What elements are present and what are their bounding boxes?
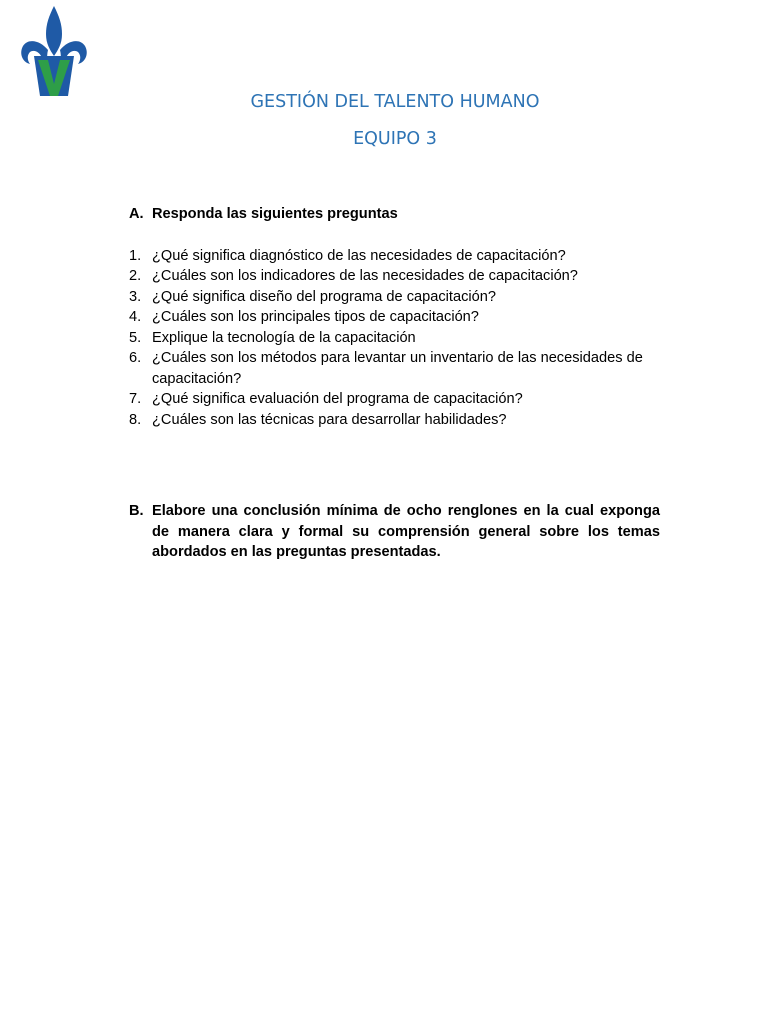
logo-spire <box>46 6 62 56</box>
question-list <box>129 246 660 431</box>
section-b <box>129 501 660 563</box>
question-number: 1. <box>129 247 142 264</box>
list-item <box>129 389 660 410</box>
question-number: 2. <box>129 268 142 284</box>
question-text: ¿Cuáles son los indicadores de las necesidades de capacitación? <box>152 268 578 284</box>
university-logo <box>18 4 90 100</box>
question-number: 7. <box>129 391 142 407</box>
list-item <box>129 348 660 389</box>
section-a-heading: Responda las siguientes preguntas <box>152 206 398 222</box>
question-text: ¿Cuáles son las técnicas para desarrollar habilidades? <box>152 411 507 428</box>
page-title: GESTIÓN DEL TALENTO HUMANO <box>250 92 540 112</box>
section-a-heading-row <box>129 204 660 225</box>
question-number: 3. <box>129 288 142 305</box>
question-text: ¿Qué significa diseño del programa de capacitación? <box>152 288 496 305</box>
list-item <box>129 246 660 267</box>
question-number: 8. <box>129 411 142 428</box>
list-item <box>129 287 660 308</box>
question-text: ¿Cuáles son los métodos para levantar un inventario de las necesidades de capacitación? <box>152 350 643 387</box>
list-item <box>129 307 660 328</box>
question-text: Explique la tecnología de la capacitación <box>152 329 416 346</box>
section-a-marker: A. <box>129 206 144 222</box>
section-a <box>129 204 660 430</box>
section-b-instruction: Elabore una conclusión mínima de ocho renglones en la cual exponga de manera clara y formal su comprensión general sobre los temas abordados en las preguntas presentadas. <box>152 503 660 560</box>
question-number: 5. <box>129 329 142 346</box>
question-text: ¿Qué significa evaluación del programa de capacitación? <box>152 391 523 407</box>
section-b-marker: B. <box>129 503 144 519</box>
question-text: ¿Cuáles son los principales tipos de capacitación? <box>152 309 479 325</box>
list-item <box>129 328 660 349</box>
question-text: ¿Qué significa diagnóstico de las necesidades de capacitación? <box>152 247 566 264</box>
question-number: 6. <box>129 350 142 366</box>
section-b-row <box>129 501 660 563</box>
page-subtitle: EQUIPO 3 <box>353 129 437 149</box>
list-item <box>129 266 660 287</box>
list-item <box>129 410 660 431</box>
question-number: 4. <box>129 309 142 325</box>
